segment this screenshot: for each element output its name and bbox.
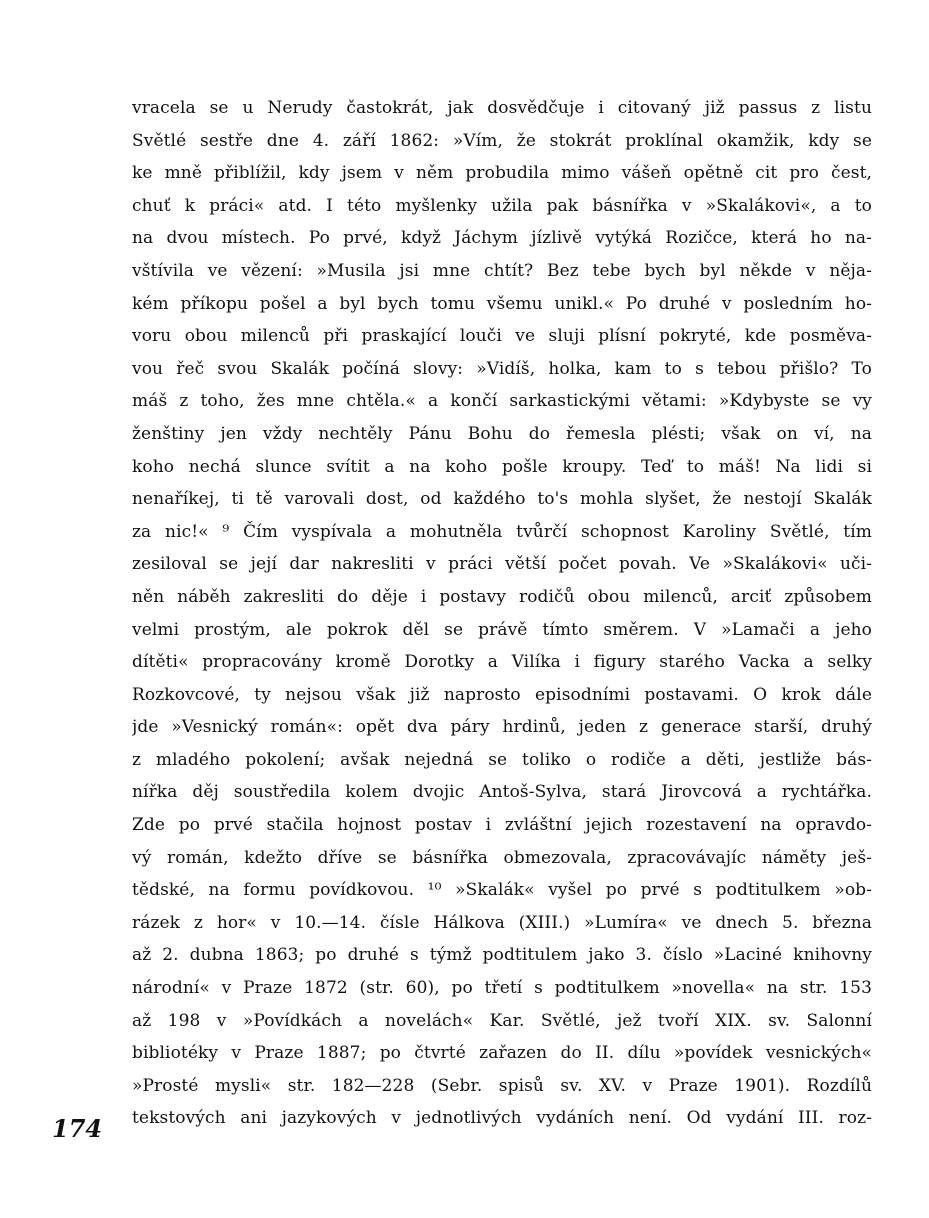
text-line: vý román, kdežto dříve se básnířka obmezovala, zpracovávajíc náměty ješ- (132, 847, 872, 868)
text-line: chuť k práci« atd. I této myšlenky užila pak básnířka v »Skalákovi«, a to (132, 195, 872, 216)
text-line: z mladého pokolení; avšak nejedná se toliko o rodiče a děti, jestliže bás- (132, 749, 872, 770)
text-line: nířka děj soustředila kolem dvojic Antoš-Sylva, stará Jirovcová a rychtářka. (132, 782, 872, 803)
text-line: až 198 v »Povídkách a novelách« Kar. Světlé, jež tvoří XIX. sv. Salonní (132, 1010, 872, 1031)
text-line: »Prosté mysli« str. 182—228 (Sebr. spisů sv. XV. v Praze 1901). Rozdílů (132, 1075, 872, 1096)
text-line: až 2. dubna 1863; po druhé s týmž podtitulem jako 3. číslo »Laciné knihovny (132, 945, 872, 966)
text-line: koho nechá slunce svítit a na koho pošle kroupy. Teď to máš! Na lidi si (132, 456, 872, 477)
text-line: něn náběh zakresliti do děje i postavy rodičů obou milenců, arciť způsobem (132, 586, 872, 607)
text-line: národní« v Praze 1872 (str. 60), po třetí s podtitulkem »novella« na str. 153 (132, 978, 872, 999)
text-line: vou řeč svou Skalák počíná slovy: »Vidíš, holka, kam to s tebou přišlo? To (132, 358, 872, 379)
text-line: na dvou místech. Po prvé, když Jáchym jízlivě vytýká Rozičce, která ho na- (132, 228, 872, 249)
text-line: tekstových ani jazykových v jednotlivých vydáních není. Od vydání III. roz- (132, 1108, 872, 1129)
text-line: dítěti« propracovány kromě Dorotky a Vilíka i figury starého Vacka a selky (132, 652, 872, 673)
text-line: zesiloval se její dar nakresliti v práci větší počet povah. Ve »Skalákovi« uči- (132, 554, 872, 575)
body-text (132, 92, 872, 1135)
text-line: Světlé sestře dne 4. září 1862: »Vím, že stokrát proklínal okamžik, kdy se (132, 130, 872, 151)
text-line: máš z toho, žes mne chtěla.« a končí sarkastickými větami: »Kdybyste se vy (132, 391, 872, 412)
text-line: velmi prostým, ale pokrok děl se právě tímto směrem. V »Lamači a jeho (132, 619, 872, 640)
text-line: ženštiny jen vždy nechtěly Pánu Bohu do řemesla plésti; však on ví, na (132, 423, 872, 444)
text-line: nenaříkej, ti tě varovali dost, od každého to's mohla slyšet, že nestojí Skalák (132, 489, 872, 510)
text-line: rázek z hor« v 10.—14. čísle Hálkova (XIII.) »Lumíra« ve dnech 5. března (132, 912, 872, 933)
text-line: bibliotéky v Praze 1887; po čtvrté zařazen do II. dílu »povídek vesnických« (132, 1043, 872, 1064)
text-line: Rozkovcové, ty nejsou však již naprosto episodními postavami. O krok dále (132, 684, 872, 705)
text-line: Zde po prvé stačila hojnost postav i zvláštní jejich rozestavení na opravdo- (132, 815, 872, 836)
text-line: vštívila ve vězení: »Musila jsi mne chtít? Bez tebe bych byl někde v něja- (132, 260, 872, 281)
text-line: kém příkopu pošel a byl bych tomu všemu unikl.« Po druhé v posledním ho- (132, 293, 872, 314)
page-number: 174 (52, 1114, 103, 1143)
text-line: voru obou milenců při praskající louči ve sluji plísní pokryté, kde posměva- (132, 326, 872, 347)
text-line: vracela se u Nerudy častokrát, jak dosvědčuje i citovaný již passus z listu (132, 98, 872, 118)
text-line: ke mně přiblížil, kdy jsem v něm probudila mimo vášeň opětně cit pro čest, (132, 163, 872, 184)
text-line: jde »Vesnický román«: opět dva páry hrdinů, jeden z generace starší, druhý (132, 717, 872, 738)
text-line: za nic!« ⁹ Čím vyspívala a mohutněla tvůrčí schopnost Karoliny Světlé, tím (132, 521, 872, 542)
text-line: tědské, na formu povídkovou. ¹⁰ »Skalák« vyšel po prvé s podtitulkem »ob- (132, 880, 872, 901)
